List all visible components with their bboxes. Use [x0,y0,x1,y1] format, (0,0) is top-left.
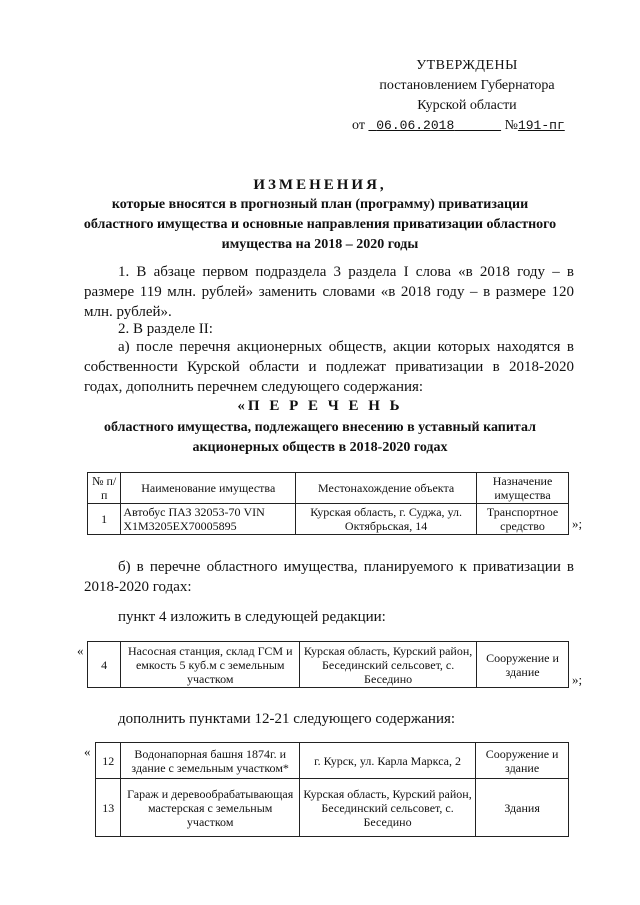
paragraph-3: а) после перечня акционерных обществ, акции которых находятся в собственности Курской области и подлежат приватизации в 2018-2020 годах, дополнить перечнем следующего содержания: [84,339,574,395]
col-number: № п/п [88,473,121,504]
approval-line-3: Курской области [417,98,517,113]
close-quote-2: »; [572,672,583,687]
changes-subtitle: которые вносятся в прогнозный план (программу) приватизации областного имущества и основные направления приватизации областного имущества на 2018 – 2020 годы [83,197,557,252]
col-name: Наименование имущества [121,473,296,504]
paragraph-5: пункт 4 изложить в следующей редакции: [118,609,386,625]
open-quote-2: « [77,643,84,658]
col-purpose: Назначение имущества [477,473,569,504]
approval-date: 06.06.2018 [376,118,455,133]
close-quote-1: »; [572,516,583,531]
property-table-1 [87,472,569,535]
table-row: 12 Водонапорная башня 1874г. и здание с земельным участком* г. Курск, ул. Карла Маркса, 2 Сооружение и здание [96,743,569,779]
paragraph-1: 1. В абзаце первом подраздела 3 раздела I слова «в 2018 году – в размере 119 млн. рублей» заменить словами «в 2018 году – в размере 120 млн. рублей». [84,264,574,320]
paragraph-2: 2. В разделе II: [118,321,213,337]
table-row: 13 Гараж и деревообрабатывающая мастерская с земельным участком Курская область, Курский район, Бесединский сельсовет, с. Беседино Здания [96,779,569,837]
changes-title: ИЗМЕНЕНИЯ, [253,177,387,193]
table-row: 4 Насосная станция, склад ГСМ и емкость 5 куб.м с земельным участком Курская область, Курский район, Бесединский сельсовет, с. Беседино Сооружение и здание [88,642,569,688]
open-quote-3: « [84,744,91,759]
from-label: от [352,118,365,133]
table-header-row [88,473,569,504]
paragraph-6: дополнить пунктами 12-21 следующего содержания: [118,711,456,727]
approval-block [352,56,582,136]
table-row: 1 Автобус ПАЗ 32053-70 VIN X1M3205EX70005895 Курская область, г. Суджа, ул. Октябрьская, 14 Транспортное средство [88,504,569,535]
approval-title: УТВЕРЖДЕНЫ [416,58,518,73]
approval-number: 191-пг [517,118,565,133]
property-table-3 [95,742,569,837]
property-table-2 [87,641,569,688]
approval-line-2: постановлением Губернатора [379,78,555,93]
approval-date-line [352,116,582,136]
list-subtitle: областного имущества, подлежащего внесению в уставный капитал акционерных обществ в 2018-2020 годах [104,420,536,455]
paragraph-4: б) в перечне областного имущества, планируемого к приватизации в 2018-2020 годах: [84,559,574,595]
col-location: Местонахождение объекта [296,473,477,504]
number-label: № [504,118,518,133]
list-title: «П Е Р Е Ч Е Н Ь [237,398,403,414]
